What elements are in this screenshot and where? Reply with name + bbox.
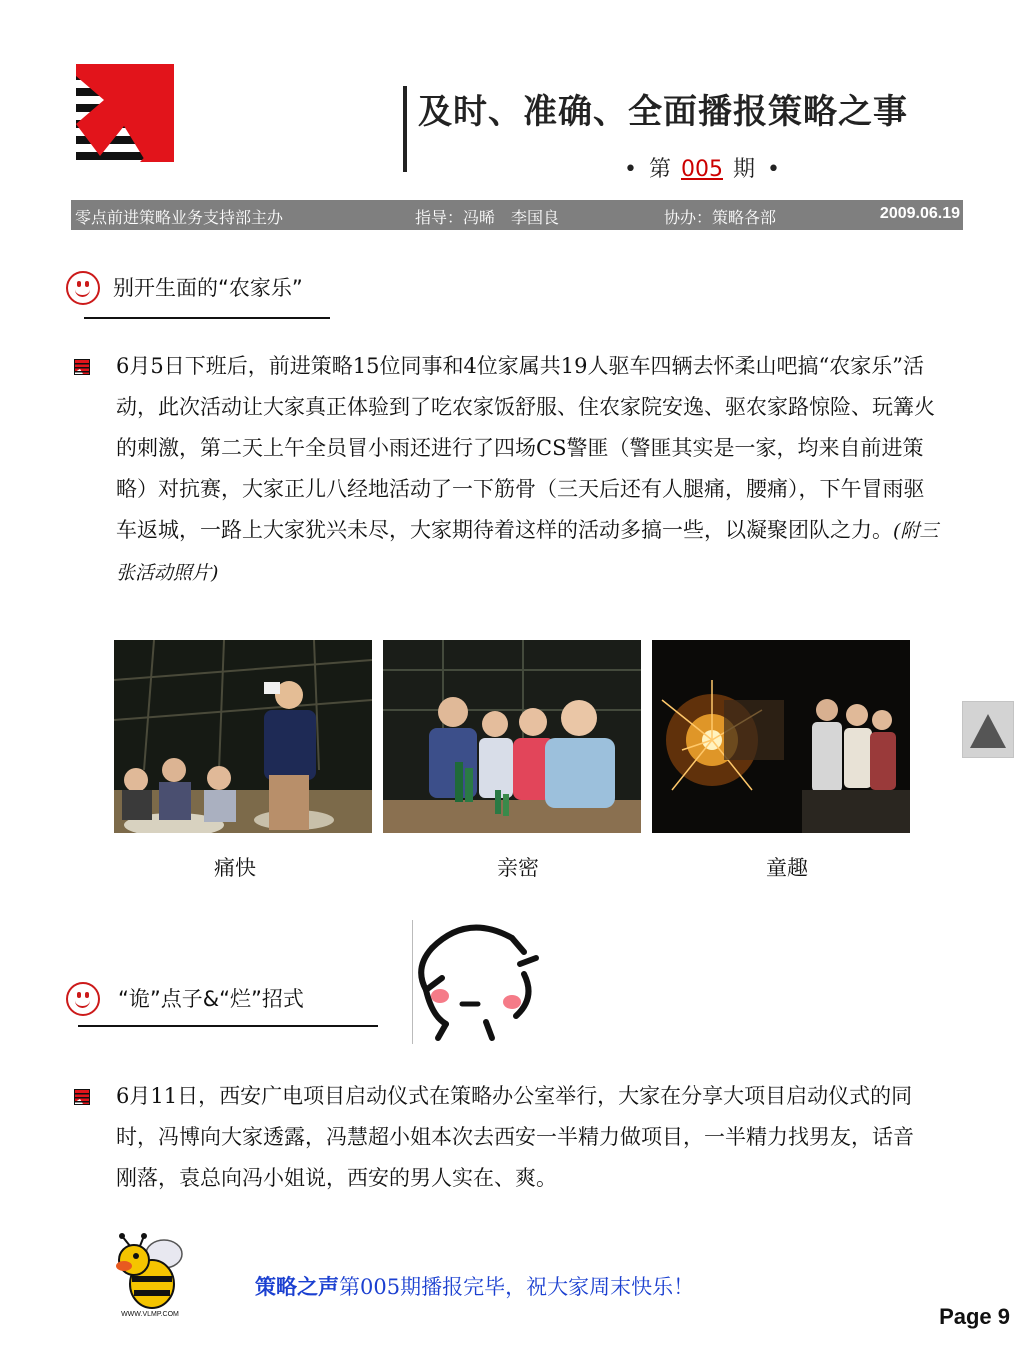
company-logo <box>76 64 174 162</box>
section1-title: 别开生面的“农家乐” <box>113 276 303 300</box>
scroll-up-button[interactable] <box>962 701 1014 758</box>
section1-paragraph <box>116 346 944 594</box>
issue-prefix: 第 <box>648 157 671 182</box>
photo-toast <box>114 640 372 833</box>
closing-message: 第005期播报完毕，祝大家周末快乐！ <box>339 1275 695 1299</box>
section1-underline <box>84 317 330 319</box>
closing-line <box>255 1271 694 1301</box>
photo-caption: 痛快 <box>214 856 256 880</box>
photo-close <box>383 640 641 833</box>
header-divider <box>403 86 407 172</box>
cartoon-face-icon <box>412 918 542 1046</box>
photo-caption: 亲密 <box>497 856 539 880</box>
section1-body: 6月5日下班后，前进策略15位同事和4位家属共19人驱车四辆去怀柔山吧搞“农家乐”活动，此次活动让大家真正体验到了吃农家饭舒服、住农家院安逸、驱农家路惊险、玩篝火的刺激，第二天上午全员冒小雨还进行了四场CS警匪（警匪其实是一家，均来自前进策略）对抗赛，大家正儿八经地活动了一下筋骨（三天后还有人腿痛，腰痛），下午冒雨驱车返城，一路上大家犹兴未尽，大家期待着这样的活动多搞一些，以凝聚团队之力。 <box>116 354 935 542</box>
section2-title: “诡”点子&“烂”招式 <box>118 987 304 1011</box>
page-title: 及时、准确、全面播报策略之事 <box>418 92 908 132</box>
organizer-text: 零点前进策略业务支持部主办 <box>75 208 284 227</box>
issue-line <box>612 152 792 183</box>
section2-paragraph: 6月11日，西安广电项目启动仪式在策略办公室举行，大家在分享大项目启动仪式的同时，冯博向大家透露，冯慧超小姐本次去西安一半精力做项目，一半精力找男友，话音刚落，袁总向冯小姐说，西安的男人实在、爽。 <box>116 1084 914 1190</box>
photo-note: (附三张活动照片) <box>116 520 939 584</box>
assist-text: 协办：策略各部 <box>664 208 777 227</box>
guidance-text: 指导：冯晞 李国良 <box>415 208 560 227</box>
issue-dot: • <box>767 157 780 182</box>
bullet-icon <box>74 359 90 375</box>
issue-dot: • <box>624 157 637 182</box>
issue-date: 2009.06.19 <box>879 205 960 222</box>
issue-suffix: 期 <box>733 157 756 182</box>
info-bar <box>71 200 963 230</box>
section2-underline <box>78 1025 378 1027</box>
page-number: Page 9 <box>939 1304 1010 1329</box>
smiley-icon <box>66 271 100 305</box>
photo-caption: 童趣 <box>766 856 808 880</box>
smiley-mouth <box>75 996 90 1008</box>
smiley-mouth <box>75 285 90 297</box>
smiley-icon <box>66 982 100 1016</box>
photo-fun <box>652 640 910 833</box>
triangle-up-icon <box>963 702 1013 757</box>
mascot-site-text: WWW.VLMP.COM <box>121 1311 179 1318</box>
bullet-icon <box>74 1089 90 1105</box>
closing-brand: 策略之声 <box>255 1274 339 1299</box>
bee-mascot-icon <box>112 1232 188 1320</box>
issue-number: 005 <box>681 157 723 182</box>
